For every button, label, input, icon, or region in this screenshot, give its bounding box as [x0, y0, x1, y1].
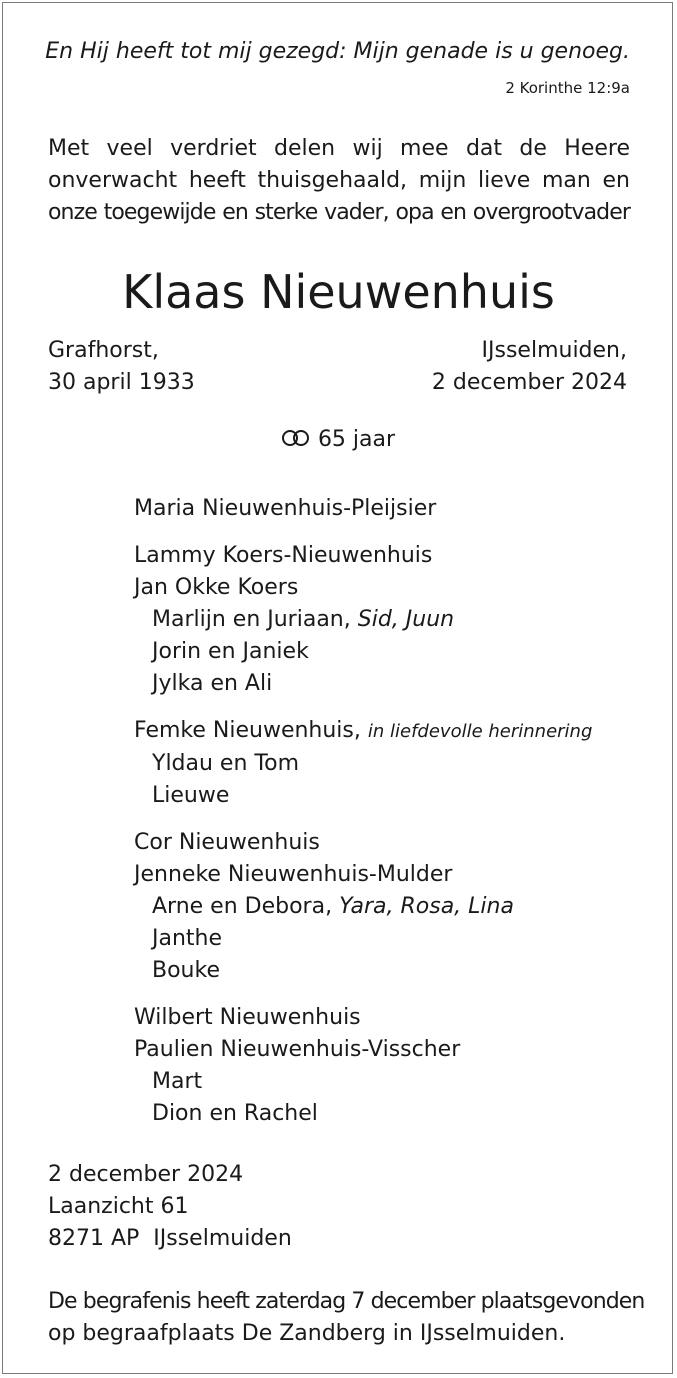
- bible-verse: En Hij heeft tot mij gezegd: Mijn genade is u genoeg.: [45, 39, 630, 64]
- grandchild: Mart: [152, 1069, 203, 1094]
- grandchild: Lieuwe: [152, 783, 230, 808]
- wedding-rings-icon: [282, 430, 312, 448]
- grandchild: Dion en Rachel: [152, 1101, 318, 1126]
- marriage-years: 65 jaar: [317, 427, 396, 452]
- spouse-group: [134, 493, 592, 525]
- grandchild: Janthe: [152, 926, 223, 951]
- grandchild: Jorin en Janiek: [152, 639, 309, 664]
- family-member: Jenneke Nieuwenhuis-Mulder: [134, 862, 453, 887]
- death-info: [432, 335, 627, 399]
- death-date: 2 december 2024: [431, 370, 627, 395]
- announcement-line: onze toegewijde en sterke vader, opa en overgrootvader: [48, 200, 630, 225]
- family-member: Paulien Nieuwenhuis-Visscher: [134, 1037, 461, 1062]
- birth-date: 30 april 1933: [48, 370, 195, 395]
- grandchild: Marlijn en Juriaan, Sid, Juun: [152, 607, 455, 632]
- announcement-line: onverwacht heeft thuisgehaald, mijn lieve man en: [48, 168, 630, 193]
- marriage-duration: [3, 427, 674, 452]
- announcement-text: [48, 133, 630, 229]
- funeral-notice: [48, 1286, 644, 1350]
- deceased-name: Klaas Nieuwenhuis: [122, 265, 555, 319]
- great-grandchildren: Yara, Rosa, Lina: [339, 894, 514, 919]
- address-city: 8271 AP IJsselmuiden: [48, 1226, 292, 1251]
- family-member: Jan Okke Koers: [134, 575, 299, 600]
- address-date: 2 december 2024: [48, 1162, 244, 1187]
- birth-info: [48, 335, 195, 399]
- family-group: [134, 715, 592, 812]
- funeral-line: op begraafplaats De Zandberg in IJsselmuiden.: [48, 1321, 566, 1346]
- funeral-line: De begrafenis heeft zaterdag 7 december plaatsgevonden: [48, 1289, 645, 1314]
- great-grandchildren: Sid, Juun: [357, 607, 455, 632]
- grandchild: Yldau en Tom: [152, 751, 299, 776]
- announcement-line: Met veel verdriet delen wij mee dat de Heere: [48, 136, 630, 161]
- family-member: Femke Nieuwenhuis, in liefdevolle herinnering: [134, 718, 593, 743]
- death-place: IJsselmuiden,: [481, 338, 627, 363]
- grandchild: Jylka en Ali: [152, 671, 273, 696]
- family-member: Lammy Koers-Nieuwenhuis: [134, 543, 433, 568]
- grandchild: Bouke: [152, 958, 220, 983]
- grandchild: Arne en Debora, Yara, Rosa, Lina: [152, 894, 514, 919]
- family-group: [134, 827, 592, 987]
- family-list: [134, 493, 592, 1145]
- family-group: [134, 1002, 592, 1130]
- memorial-note: in liefdevolle herinnering: [367, 721, 593, 742]
- birth-place: Grafhorst,: [48, 338, 159, 363]
- family-member: Wilbert Nieuwenhuis: [134, 1005, 361, 1030]
- spouse-name: Maria Nieuwenhuis-Pleijsier: [134, 496, 437, 521]
- family-group: [134, 540, 592, 700]
- address-street: Laanzicht 61: [48, 1194, 189, 1219]
- obituary-card: [2, 2, 673, 1374]
- correspondence-address: [48, 1159, 292, 1255]
- family-member: Cor Nieuwenhuis: [134, 830, 320, 855]
- bible-verse-reference: 2 Korinthe 12:9a: [505, 79, 630, 97]
